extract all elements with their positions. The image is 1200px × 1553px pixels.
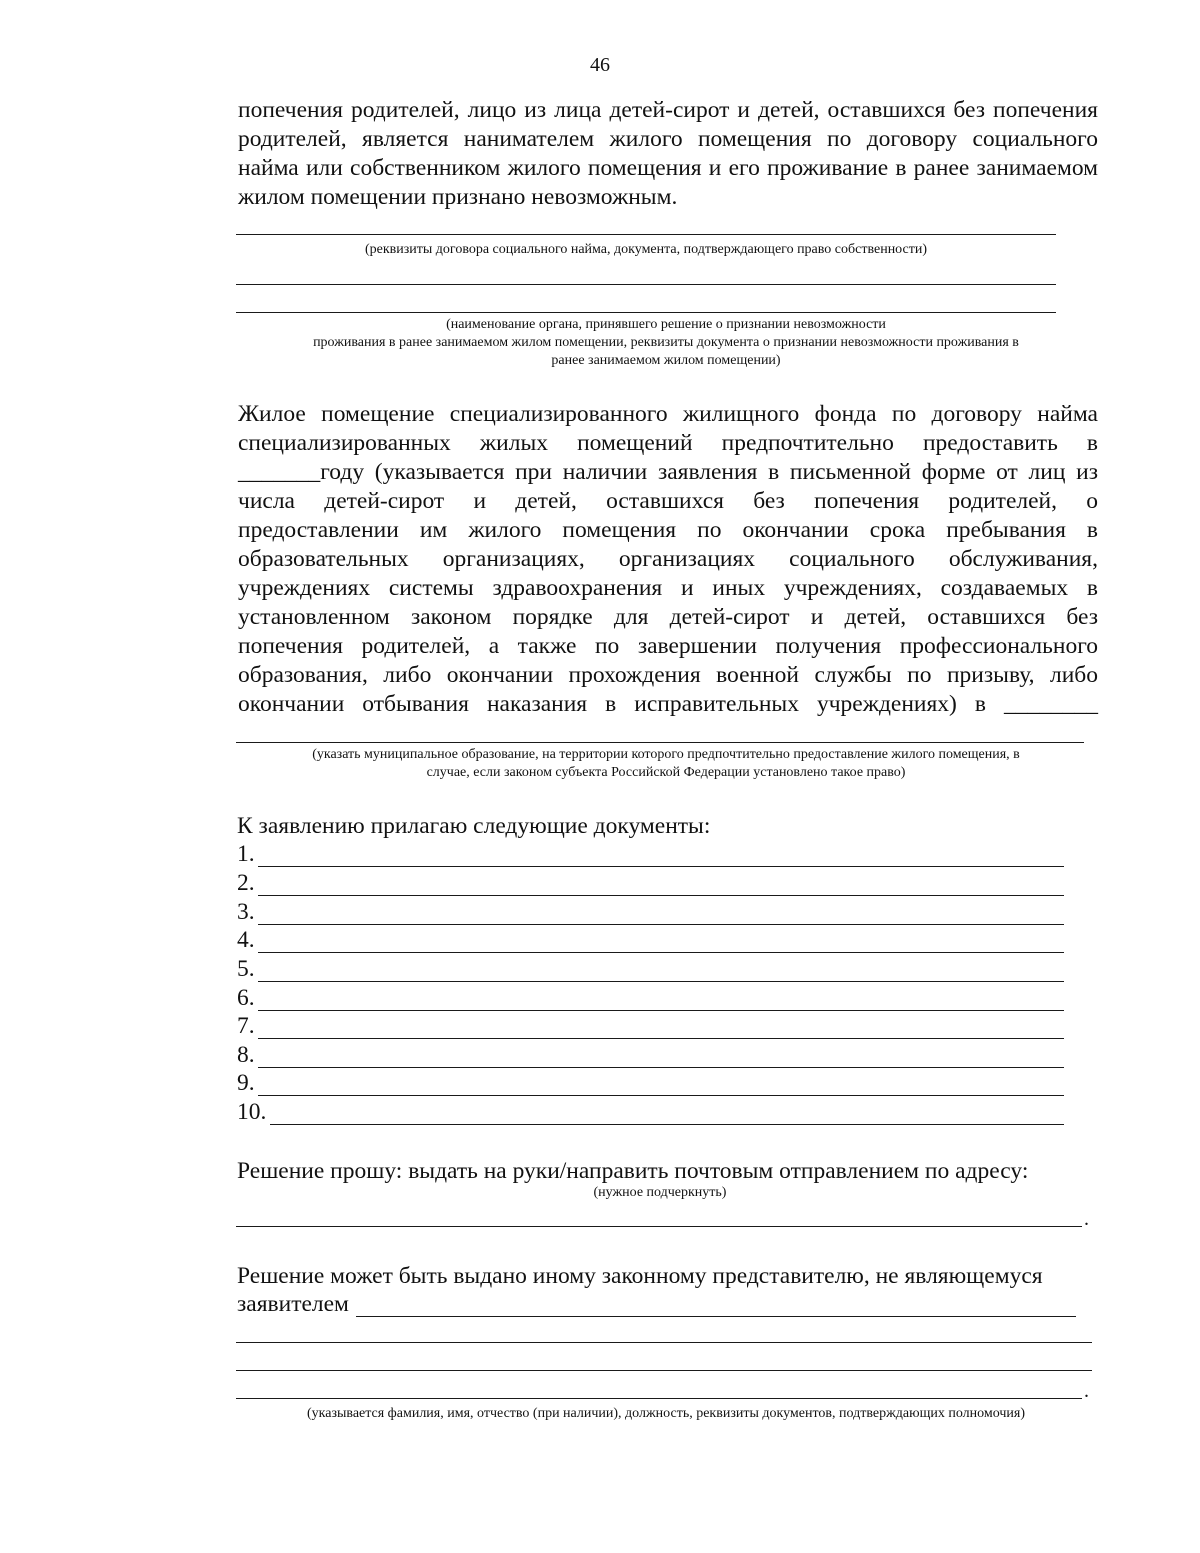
attachment-line[interactable] bbox=[258, 981, 1064, 982]
representative-text-line2: заявителем bbox=[237, 1291, 349, 1317]
attachment-line[interactable] bbox=[258, 895, 1064, 896]
p2-line10: образования, либо окончании прохождения военной службы по призыву, либо bbox=[238, 662, 1098, 688]
attachment-line[interactable] bbox=[258, 1067, 1064, 1068]
p2-line11: окончании отбывания наказания в исправительных учреждениях) в ________ bbox=[238, 691, 1098, 717]
decision-request: Решение прошу: выдать на руки/направить почтовым отправлением по адресу: bbox=[237, 1158, 1029, 1184]
p2-line1: Жилое помещение специализированного жилищного фонда по договору найма bbox=[238, 401, 1098, 427]
attachment-number: 1. bbox=[237, 841, 255, 867]
caption-organ-line2: проживания в ранее занимаемом жилом помещении, реквизиты документа о признании невозможности проживания в bbox=[313, 335, 1019, 350]
address-line[interactable] bbox=[236, 1226, 1082, 1227]
attachment-number: 2. bbox=[237, 870, 255, 896]
attachment-number: 6. bbox=[237, 985, 255, 1011]
organ-line-2[interactable] bbox=[236, 312, 1056, 313]
address-period: . bbox=[1084, 1208, 1089, 1230]
attachment-number: 10. bbox=[237, 1099, 267, 1125]
attachment-number: 4. bbox=[237, 927, 255, 953]
attachment-number: 3. bbox=[237, 899, 255, 925]
representative-line-3[interactable] bbox=[236, 1370, 1092, 1371]
caption-representative: (указывается фамилия, имя, отчество (при наличии), должность, реквизиты документов, подтверждающих полномочия) bbox=[306, 1406, 1025, 1421]
attachment-line[interactable] bbox=[258, 866, 1064, 867]
caption-organ-line1: (наименование органа, принявшего решение о признании невозможности bbox=[446, 317, 886, 332]
contract-requisites-line[interactable] bbox=[236, 234, 1056, 235]
attachment-line[interactable] bbox=[258, 1095, 1064, 1096]
paragraph-continuation: попечения родителей, лицо из лица детей-сирот и детей, оставшихся без попечения родителей, является нанимателем жилого помещения по договору социального найма или собственником жилого помещения и его проживание в ранее занимаемом жилом помещении признано невозможным. bbox=[238, 97, 1098, 210]
caption-municipal-line2: случае, если законом субъекта Российской Федерации установлено такое право) bbox=[426, 765, 906, 780]
caption-organ-line3: ранее занимаемом жилом помещении) bbox=[551, 353, 781, 368]
representative-line-2[interactable] bbox=[236, 1342, 1092, 1343]
attachments-heading: К заявлению прилагаю следующие документы: bbox=[237, 813, 711, 839]
paragraph-housing-preference bbox=[238, 400, 1098, 719]
representative-period: . bbox=[1084, 1380, 1089, 1402]
caption-municipal bbox=[236, 746, 1096, 782]
p2-line2: специализированных жилых помещений предпочтительно предоставить в bbox=[238, 430, 1098, 456]
representative-text-line1: Решение может быть выдано иному законному представителю, не являющемуся bbox=[237, 1263, 1043, 1289]
p2-line8: установленном законом порядке для детей-сирот и детей, оставшихся без bbox=[238, 604, 1098, 630]
p2-line9: попечения родителей, а также по завершении получения профессионального bbox=[238, 633, 1098, 659]
attachment-line[interactable] bbox=[258, 952, 1064, 953]
p2-line5: предоставлении им жилого помещения по окончании срока пребывания в bbox=[238, 517, 1098, 543]
municipal-line[interactable] bbox=[236, 742, 1084, 743]
attachment-line[interactable] bbox=[270, 1124, 1064, 1125]
caption-municipal-line1: (указать муниципальное образование, на территории которого предпочтительно предоставление жилого помещения, в bbox=[312, 747, 1020, 762]
page-number: 46 bbox=[590, 54, 610, 76]
attachment-line[interactable] bbox=[258, 1010, 1064, 1011]
attachment-number: 8. bbox=[237, 1042, 255, 1068]
attachment-line[interactable] bbox=[258, 924, 1064, 925]
p2-line7: учреждениях системы здравоохранения и иных учреждениях, создаваемых в bbox=[238, 575, 1098, 601]
representative-line-4[interactable] bbox=[236, 1398, 1082, 1399]
p2-line3: _______году (указывается при наличии заявления в письменной форме от лиц из bbox=[238, 459, 1098, 485]
p2-line6: образовательных организациях, организациях социального обслуживания, bbox=[238, 546, 1098, 572]
representative-line-1[interactable] bbox=[356, 1316, 1076, 1317]
attachment-number: 9. bbox=[237, 1070, 255, 1096]
caption-underline: (нужное подчеркнуть) bbox=[593, 1185, 727, 1200]
organ-line-1[interactable] bbox=[236, 284, 1056, 285]
caption-organ bbox=[236, 316, 1096, 370]
p2-line4: числа детей-сирот и детей, оставшихся без попечения родителей, о bbox=[238, 488, 1098, 514]
attachment-number: 5. bbox=[237, 956, 255, 982]
attachment-number: 7. bbox=[237, 1013, 255, 1039]
attachment-line[interactable] bbox=[258, 1038, 1064, 1039]
caption-contract: (реквизиты договора социального найма, документа, подтверждающего право собственности) bbox=[364, 242, 928, 257]
